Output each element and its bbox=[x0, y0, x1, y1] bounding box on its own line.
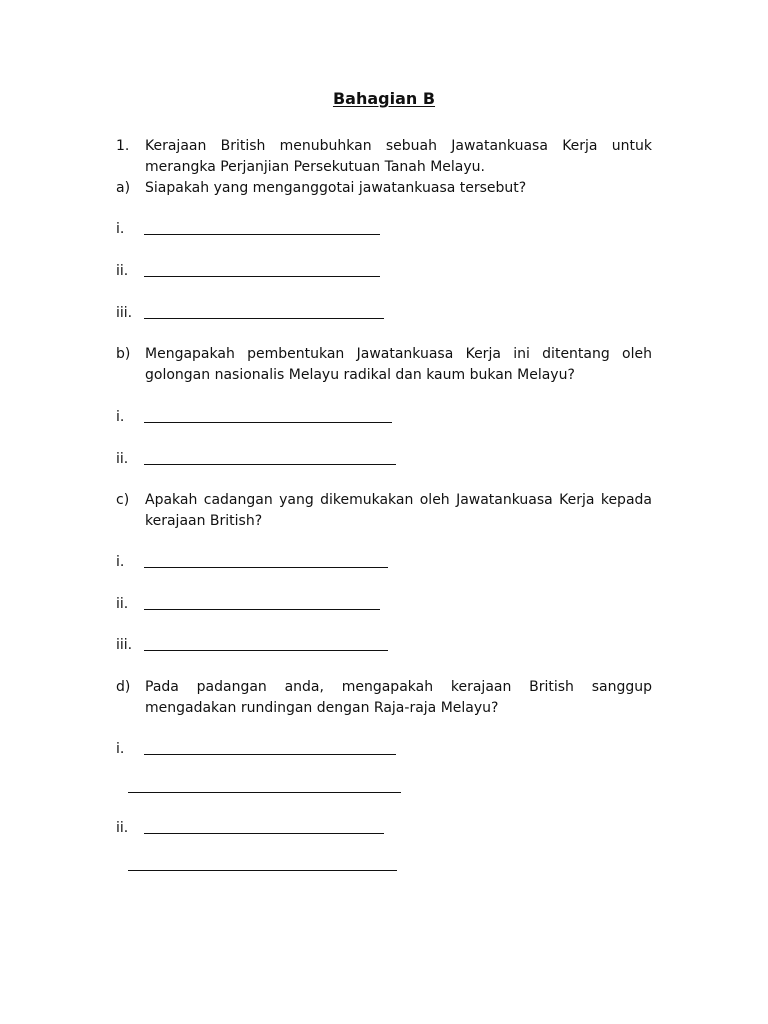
answer-line[interactable] bbox=[144, 650, 388, 651]
question-1 bbox=[116, 136, 652, 178]
part-b-question bbox=[116, 344, 652, 386]
part-c-text: Apakah cadangan yang dikemukakan oleh Jawatankuasa Kerja kepada kerajaan British? bbox=[145, 492, 652, 529]
question-number: 1. bbox=[116, 138, 130, 154]
answer-line[interactable] bbox=[144, 754, 396, 755]
answer-label: i. bbox=[116, 554, 125, 570]
answer-continuation-line[interactable] bbox=[128, 870, 397, 871]
answer-line[interactable] bbox=[144, 234, 380, 235]
answer-label: ii. bbox=[116, 263, 129, 279]
answer-line[interactable] bbox=[144, 609, 380, 610]
answer-line[interactable] bbox=[144, 464, 396, 465]
answer-label: iii. bbox=[116, 637, 133, 653]
answer-label: i. bbox=[116, 741, 125, 757]
answer-label: iii. bbox=[116, 305, 133, 321]
part-d-question bbox=[116, 677, 652, 719]
part-b-label: b) bbox=[116, 346, 131, 362]
answer-line[interactable] bbox=[144, 276, 380, 277]
part-a-label: a) bbox=[116, 180, 131, 196]
part-c-label: c) bbox=[116, 492, 130, 508]
answer-line[interactable] bbox=[144, 567, 388, 568]
answer-label: i. bbox=[116, 409, 125, 425]
answer-continuation-line[interactable] bbox=[128, 792, 401, 793]
answer-line[interactable] bbox=[144, 318, 384, 319]
part-a-question bbox=[116, 178, 652, 199]
answer-label: ii. bbox=[116, 451, 129, 467]
part-c-question bbox=[116, 490, 652, 532]
question-text: Kerajaan British menubuhkan sebuah Jawatankuasa Kerja untuk merangka Perjanjian Persekutuan Tanah Melayu. bbox=[145, 138, 652, 175]
answer-label: i. bbox=[116, 221, 125, 237]
answer-line[interactable] bbox=[144, 422, 392, 423]
answer-label: ii. bbox=[116, 596, 129, 612]
answer-label: ii. bbox=[116, 820, 129, 836]
part-b-text: Mengapakah pembentukan Jawatankuasa Kerja ini ditentang oleh golongan nasionalis Melayu radikal dan kaum bukan Melayu? bbox=[145, 346, 652, 383]
part-d-label: d) bbox=[116, 679, 131, 695]
section-title: Bahagian B bbox=[332, 89, 436, 108]
answer-line[interactable] bbox=[144, 833, 384, 834]
part-d-text: Pada padangan anda, mengapakah kerajaan British sanggup mengadakan rundingan dengan Raja-raja Melayu? bbox=[145, 679, 652, 716]
part-a-text: Siapakah yang menganggotai jawatankuasa tersebut? bbox=[145, 180, 527, 196]
